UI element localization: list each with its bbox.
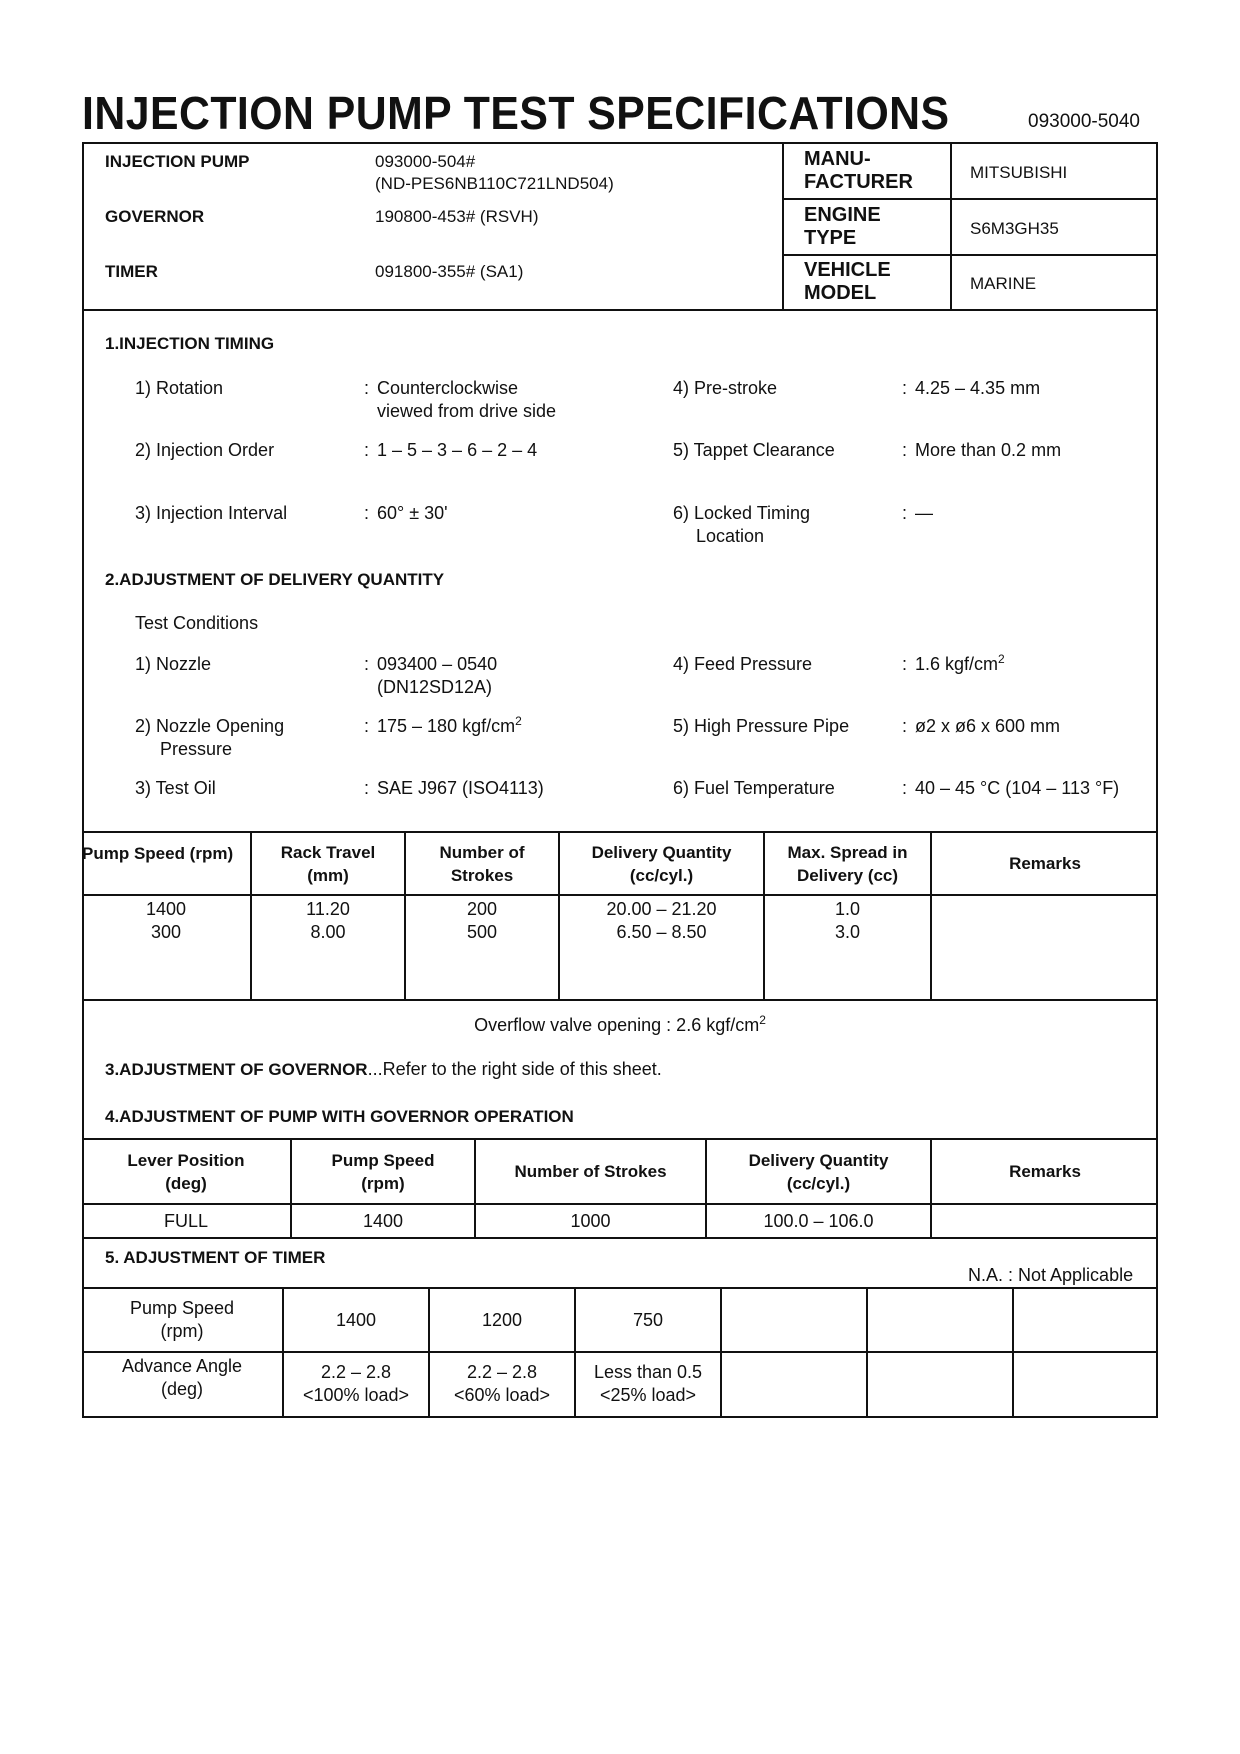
column-header-number-of-strokes: Number of Strokes	[439, 842, 525, 885]
locked-timing-label-2: Location	[696, 526, 765, 546]
vehicle-value: MARINE	[970, 274, 1037, 293]
feed-pressure-value: 1.6 kgf/$cm^2$	[915, 652, 1005, 674]
test-conditions-label: Test Conditions	[135, 613, 259, 633]
colon: :	[364, 778, 370, 798]
injection-interval-label: 3) Injection Interval	[135, 503, 288, 523]
nozzle-value: 093400 – 0540	[377, 654, 498, 674]
engine-label-1: ENGINE	[804, 204, 881, 226]
table-column-rule	[866, 1287, 868, 1418]
delivery-quantity-value: 100.0 – 106.0	[763, 1210, 874, 1231]
vehicle-label-2: MODEL	[804, 282, 877, 304]
locked-timing-label: 6) Locked Timing	[673, 503, 811, 523]
injection-order-label: 2) Injection Order	[135, 440, 275, 460]
nozzle-opening-label: 2) Nozzle Opening	[135, 716, 285, 736]
header-bottom-rule	[82, 309, 1158, 311]
section-timer-heading: 5. ADJUSTMENT OF TIMER	[105, 1248, 326, 1267]
colon: :	[364, 654, 370, 674]
colon: :	[364, 503, 370, 523]
governor-label: GOVERNOR	[105, 207, 205, 226]
timer-pump-speed-value: 750	[632, 1309, 664, 1330]
manufacturer-value: MITSUBISHI	[970, 163, 1068, 182]
pump-speed-value: 1400	[362, 1210, 404, 1231]
section-governor-note: ...Refer to the right side of this sheet.	[367, 1059, 662, 1079]
strokes-value: 1000	[570, 1210, 611, 1231]
engine-label-2: TYPE	[804, 227, 857, 249]
section-injection-timing-heading: 1.INJECTION TIMING	[105, 334, 275, 353]
timer-advance-angle-value: Less than 0.5 <25% load>	[593, 1362, 703, 1405]
column-header-delivery-quantity: Delivery Quantity (cc/cyl.)	[748, 1150, 889, 1193]
header-row-rule-1	[782, 198, 1158, 200]
strokes-values: 200 500	[466, 899, 498, 942]
injection-pump-label: INJECTION PUMP	[105, 152, 250, 171]
rotation-label: 1) Rotation	[135, 378, 224, 398]
engine-value: S6M3GH35	[970, 219, 1059, 238]
injection-interval-value: 60° ± 30'	[377, 503, 448, 523]
header-divider-right	[950, 142, 952, 310]
timer-pump-speed-value: 1400	[335, 1309, 377, 1330]
colon: :	[902, 654, 908, 674]
colon: :	[364, 378, 370, 398]
table-rule	[82, 1237, 1158, 1239]
lever-position-value: FULL	[163, 1210, 208, 1231]
column-header-max-spread: Max. Spread in Delivery (cc)	[787, 842, 908, 885]
test-oil-value: SAE J967 (ISO4113)	[377, 778, 544, 798]
fuel-temperature-value: 40 – 45 °C (104 – 113 °F)	[915, 778, 1120, 798]
timer-advance-angle-label: Advance Angle (deg)	[121, 1356, 243, 1399]
section-delivery-quantity-heading: 2.ADJUSTMENT OF DELIVERY QUANTITY	[105, 570, 445, 589]
timer-value: 091800-355# (SA1)	[375, 262, 524, 281]
timer-pump-speed-value: 1200	[481, 1309, 523, 1330]
colon: :	[364, 440, 370, 460]
timer-pump-speed-label: Pump Speed (rpm)	[129, 1298, 235, 1341]
colon: :	[902, 778, 908, 798]
column-header-pump-speed: Pump Speed (rpm)	[331, 1150, 435, 1193]
rotation-value-detail: viewed from drive side	[377, 401, 557, 421]
injection-pump-model: (ND-PES6NB110C721LND504)	[375, 174, 614, 193]
page-title: INJECTION PUMP TEST SPECIFICATIONS	[82, 87, 950, 139]
section-governor-line	[105, 1058, 662, 1081]
injection-pump-value: 093000-504#	[375, 152, 476, 171]
column-header-rack-travel: Rack Travel (mm)	[280, 842, 376, 885]
injection-order-value: 1 – 5 – 3 – 6 – 2 – 4	[377, 440, 538, 460]
delivery-quantity-values: 20.00 – 21.20 6.50 – 8.50	[606, 899, 717, 942]
header-divider-left	[782, 142, 784, 310]
column-header-number-of-strokes: Number of Strokes	[514, 1162, 667, 1181]
column-header-remarks: Remarks	[1009, 854, 1081, 873]
nozzle-label: 1) Nozzle	[135, 654, 212, 674]
table-column-rule	[1012, 1287, 1014, 1418]
manufacturer-label-1: MANU-	[804, 148, 871, 170]
not-applicable-note: N.A. : Not Applicable	[968, 1265, 1134, 1285]
colon: :	[902, 378, 908, 398]
document-number: 093000-5040	[1028, 111, 1140, 132]
column-header-remarks: Remarks	[1009, 1162, 1081, 1181]
nozzle-opening-label-2: Pressure	[160, 739, 233, 759]
table-column-rule	[720, 1287, 722, 1418]
max-spread-values: 1.0 3.0	[834, 899, 861, 942]
pump-speed-values: 1400 300	[145, 899, 187, 942]
rack-travel-values: 11.20 8.00	[306, 899, 350, 942]
colon: :	[902, 503, 908, 523]
column-header-lever-position: Lever Position (deg)	[127, 1150, 245, 1193]
timer-advance-angle-value: 2.2 – 2.8 <100% load>	[302, 1362, 410, 1405]
governor-value: 190800-453# (RSVH)	[375, 207, 539, 226]
colon: :	[902, 440, 908, 460]
fuel-temperature-label: 6) Fuel Temperature	[673, 778, 835, 798]
header-row-rule-2	[782, 254, 1158, 256]
high-pressure-pipe-value: ø2 x ø6 x 600 mm	[915, 716, 1061, 736]
vehicle-label-1: VEHICLE	[804, 259, 891, 281]
feed-pressure-label: 4) Feed Pressure	[673, 654, 813, 674]
prestroke-label: 4) Pre-stroke	[673, 378, 778, 398]
high-pressure-pipe-label: 5) High Pressure Pipe	[673, 716, 850, 736]
locked-timing-value: —	[915, 503, 933, 523]
colon: :	[902, 716, 908, 736]
rotation-value: Counterclockwise	[377, 378, 519, 398]
prestroke-value: 4.25 – 4.35 mm	[915, 378, 1041, 398]
table-rule	[82, 999, 1158, 1001]
overflow-valve-note: Overflow valve opening : 2.6 kgf/$cm^2$	[474, 1013, 766, 1035]
nozzle-model: (DN12SD12A)	[377, 677, 493, 697]
test-oil-label: 3) Test Oil	[135, 778, 216, 798]
nozzle-opening-value: 175 – 180 kgf/$cm^2$	[377, 714, 522, 736]
column-header-pump-speed: Pump Speed (rpm)	[82, 843, 234, 863]
tappet-clearance-value: More than 0.2 mm	[915, 440, 1062, 460]
timer-label: TIMER	[105, 262, 158, 281]
colon: :	[364, 716, 370, 736]
column-header-delivery-quantity: Delivery Quantity (cc/cyl.)	[591, 842, 732, 885]
section-pump-governor-heading: 4.ADJUSTMENT OF PUMP WITH GOVERNOR OPERATION	[105, 1107, 574, 1126]
timer-advance-angle-value: 2.2 – 2.8 <60% load>	[453, 1362, 551, 1405]
manufacturer-label-2: FACTURER	[804, 171, 913, 193]
section-governor-heading: 3.ADJUSTMENT OF GOVERNOR	[105, 1060, 368, 1079]
tappet-clearance-label: 5) Tappet Clearance	[673, 440, 835, 460]
